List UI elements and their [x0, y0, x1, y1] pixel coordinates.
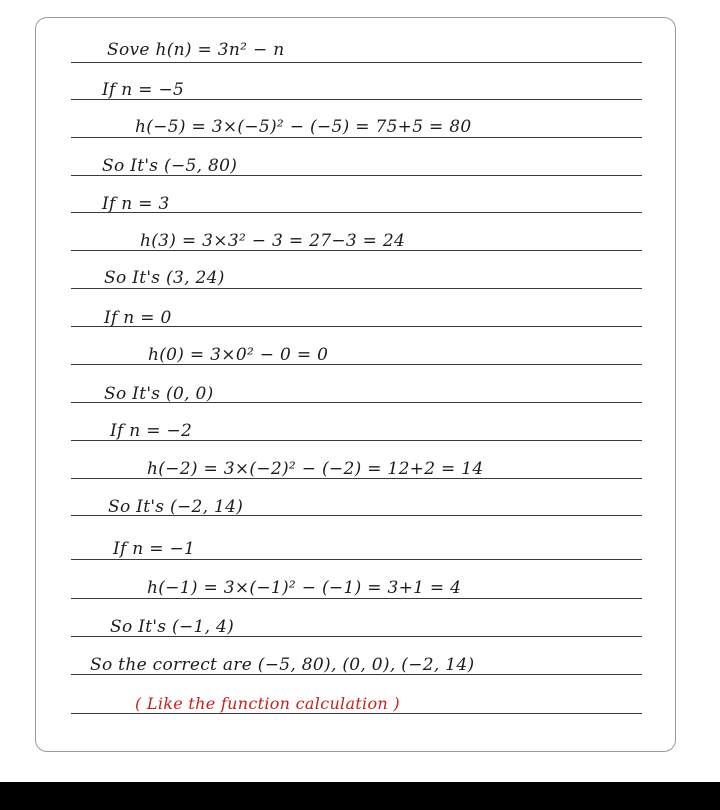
case-calculation: h(−1) = 3×(−1)² − (−1) = 3+1 = 4: [147, 578, 462, 598]
case-calculation: h(−2) = 3×(−2)² − (−2) = 12+2 = 14: [147, 459, 484, 479]
ruled-line: [71, 559, 642, 560]
case-result: So It's (−2, 14): [108, 497, 244, 517]
problem-statement: Sove h(n) = 3n² − n: [107, 40, 285, 60]
case-calculation: h(−5) = 3×(−5)² − (−5) = 75+5 = 80: [135, 117, 472, 137]
case-calculation: h(0) = 3×0² − 0 = 0: [148, 345, 329, 365]
ruled-line: [71, 598, 642, 599]
case-condition: If n = −5: [102, 80, 185, 100]
case-condition: If n = −1: [113, 539, 196, 559]
case-condition: If n = 0: [104, 308, 172, 328]
case-result: So It's (−1, 4): [110, 617, 235, 637]
case-result: So It's (3, 24): [104, 268, 225, 288]
case-condition: If n = −2: [110, 421, 193, 441]
case-result: So It's (−5, 80): [102, 156, 238, 176]
case-result: So It's (0, 0): [104, 384, 214, 404]
ruled-line: [71, 288, 642, 289]
ruled-line: [71, 137, 642, 138]
case-calculation: h(3) = 3×3² − 3 = 27−3 = 24: [140, 231, 406, 251]
case-condition: If n = 3: [102, 194, 170, 214]
bottom-black-bar: [0, 782, 720, 810]
ruled-line: [71, 62, 642, 63]
red-note: ( Like the function calculation ): [135, 694, 400, 713]
conclusion: So the correct are (−5, 80), (0, 0), (−2, 14): [90, 655, 475, 675]
